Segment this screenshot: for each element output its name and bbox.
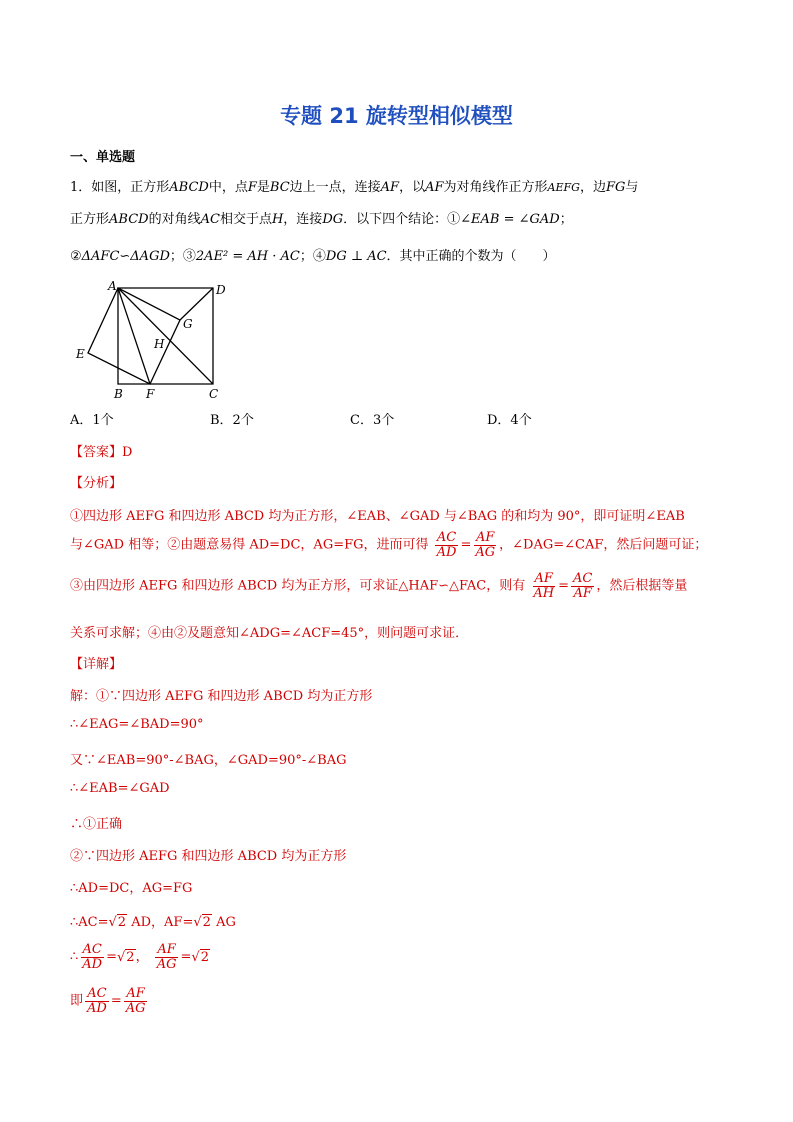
label-a: A xyxy=(108,280,117,293)
label-b: B xyxy=(114,387,123,401)
detail-line-1: 解：①∵四边形 AEFG 和四边形 ABCD 均为正方形 xyxy=(70,689,373,704)
option-b: B．2个 xyxy=(210,413,254,428)
detail-line-9: ∴ $\frac{AC}{AD}$ =√2， $\frac{AF}{AG}$ =√2 xyxy=(70,942,209,972)
analysis-line-4: 关系可求解；④由②及题意知∠ADG=∠ACF=45°，则问题可求证． xyxy=(70,626,469,641)
label-h: H xyxy=(154,337,165,351)
label-f: F xyxy=(146,387,155,401)
question-line-3: ②ΔAFC∽ΔAGD；③2AE² = AH · AC；④DG ⊥ AC．其中正确的个数为（ ） xyxy=(70,249,556,264)
analysis-line-1: ①四边形 AEFG 和四边形 ABCD 均为正方形，∠EAB、∠GAD 与∠BAG 的和均为 90°，即可证明∠EAB xyxy=(70,509,685,524)
label-e: E xyxy=(76,347,85,361)
sqrt-2: √2 xyxy=(191,949,209,965)
fraction-ac-ad: $\frac{AC}{AD}$ xyxy=(436,530,457,560)
fraction-af-ag: $\frac{AF}{AG}$ xyxy=(125,986,146,1016)
segment-dg xyxy=(180,288,213,320)
option-c: C．3个 xyxy=(350,413,395,428)
detail-line-3: 又∵∠EAB=90°-∠BAG，∠GAD=90°-∠BAG xyxy=(70,753,347,768)
fraction-af-ag: $\frac{AF}{AG}$ xyxy=(156,942,177,972)
analysis-heading: 【分析】 xyxy=(70,476,123,491)
detail-line-2: ∴∠EAG=∠BAD=90° xyxy=(70,717,204,732)
question-line-1: 1．如图，正方形ABCD中，点F是BC边上一点，连接AF，以AF为对角线作正方形AEFG，边FG与 xyxy=(70,180,639,195)
geometry-figure xyxy=(70,280,240,408)
detail-line-6: ②∵四边形 AEFG 和四边形 ABCD 均为正方形 xyxy=(70,849,347,864)
detail-line-7: ∴AD=DC，AG=FG xyxy=(70,881,193,896)
question-line-2: 正方形ABCD的对角线AC相交于点H，连接DG．以下四个结论：①∠EAB = ∠GAD； xyxy=(70,212,573,227)
detail-heading: 【详解】 xyxy=(70,657,123,672)
detail-line-10: 即 $\frac{AC}{AD}$ = $\frac{AF}{AG}$ xyxy=(70,986,146,1016)
detail-line-8: ∴AC=√2 AD，AF=√2 AG xyxy=(70,915,236,930)
label-g: G xyxy=(183,317,193,331)
detail-line-5: ∴①正确 xyxy=(70,817,123,832)
section-heading: 一、单选题 xyxy=(70,150,136,165)
analysis-line-2: 与∠GAD 相等；②由题意易得 AD=DC，AG=FG，进而可得 $\frac{AC}{AD}$ = $\frac{AF}{AG}$ ，∠DAG=∠CAF，然后问题可证； xyxy=(70,530,708,560)
option-a: A．1个 xyxy=(70,413,114,428)
detail-line-4: ∴∠EAB=∠GAD xyxy=(70,781,170,796)
label-c: C xyxy=(209,387,219,401)
label-d: D xyxy=(216,283,226,297)
answer: 【答案】D xyxy=(70,445,133,460)
sqrt-2: √2 xyxy=(193,915,211,930)
fraction-af-ag: $\frac{AF}{AG}$ xyxy=(475,530,496,560)
fraction-ac-ad: $\frac{AC}{AD}$ xyxy=(82,942,103,972)
sqrt-2: √2 xyxy=(108,915,127,930)
option-d: D．4个 xyxy=(487,413,532,428)
sqrt-2: √2 xyxy=(117,949,135,965)
fraction-af-ah: $\frac{AF}{AH}$ xyxy=(533,571,555,601)
page-title: 专题 21 旋转型相似模型 xyxy=(280,104,513,128)
analysis-line-3: ③由四边形 AEFG 和四边形 ABCD 均为正方形，可求证△HAF∽△FAC，则有 $\frac{AF}{AH}$ = $\frac{AC}{AF}$ ，然后根据等量 xyxy=(70,571,688,601)
fraction-ac-ad: $\frac{AC}{AD}$ xyxy=(87,986,107,1016)
fraction-ac-af: $\frac{AC}{AF}$ xyxy=(573,571,593,601)
